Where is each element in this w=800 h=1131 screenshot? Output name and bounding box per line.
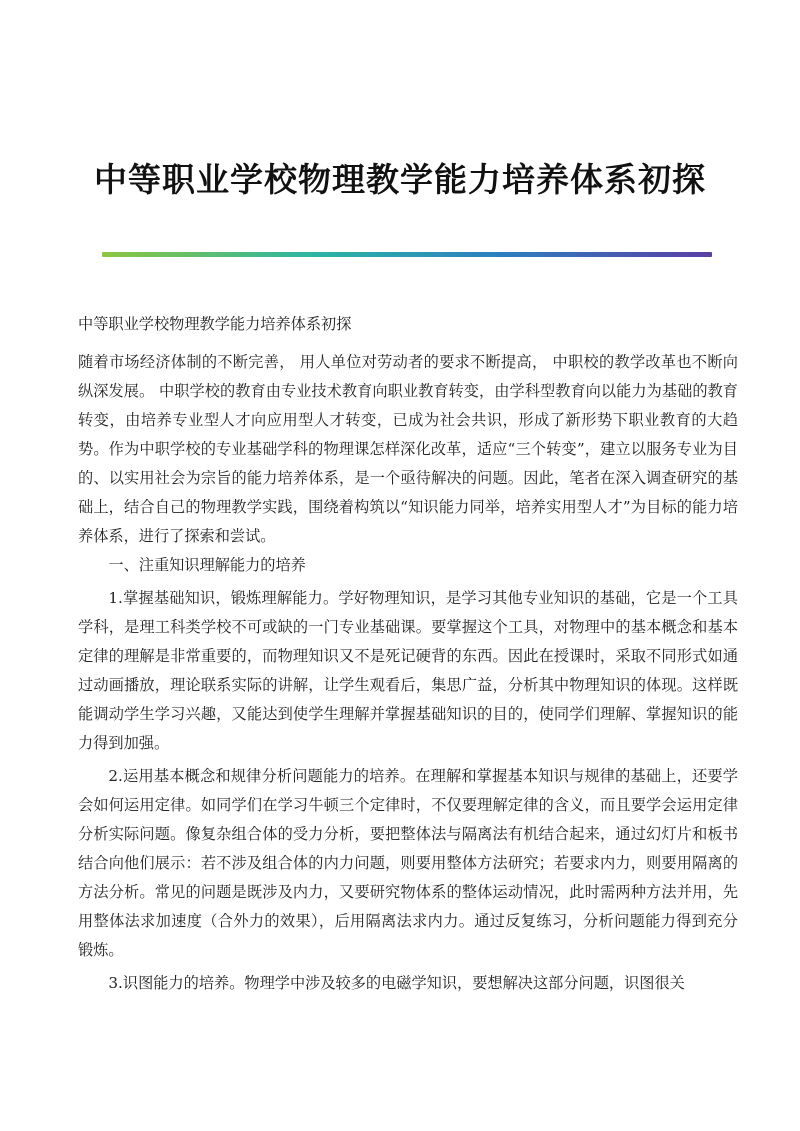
section-heading: 一、注重知识理解能力的培养: [108, 556, 306, 574]
intro-paragraph: 随着市场经济体制的不断完善， 用人单位对劳动者的要求不断提高， 中职校的教学改革也不断向纵深发展。 中职学校的教育由专业技术教育向职业教育转变，由学科型教育向以能力为基础的教育转变，由培养专业型人才向应用型人才转变，已成为社会共识，形成了新形势下职业教育的大趋势。作为中职学校的专业基础学科的物理课怎样深化改革，适应“三个转变”，建立以服务专业为目的、以实用社会为宗旨的能力培养体系，是一个亟待解决的问题。因此，笔者在深入调查研究的基础上，结合自己的物理教学实践，围绕着构筑以“知识能力同举，培养实用型人才”为目标的能力培养体系，进行了探索和尝试。: [78, 353, 738, 545]
document-subtitle: 中等职业学校物理教学能力培养体系初探: [78, 315, 352, 333]
body-paragraph: 2.运用基本概念和规律分析问题能力的培养。在理解和掌握基本知识与规律的基础上，还要学会如何运用定律。如同学们在学习牛顿三个定律时，不仅要理解定律的含义，而且要学会运用定律分析实际问题。像复杂组合体的受力分析，要把整体法与隔离法有机结合起来，通过幻灯片和板书结合向他们展示：若不涉及组合体的内力问题，则要用整体方法研究；若要求内力，则要用隔离的方法分析。常见的问题是既涉及内力，又要研究物体系的整体运动情况，此时需两种方法并用，先用整体法求加速度（合外力的效果），后用隔离法求内力。通过反复练习，分析问题能力得到充分锻炼。: [78, 767, 738, 959]
body-paragraph: 1.掌握基础知识，锻炼理解能力。学好物理知识，是学习其他专业知识的基础，它是一个工具学科，是理工科类学校不可或缺的一门专业基础课。要掌握这个工具，对物理中的基本概念和基本定律的理解是非常重要的，而物理知识又不是死记硬背的东西。因此在授课时，采取不同形式如通过动画播放，理论联系实际的讲解，让学生观看后，集思广益，分析其中物理知识的体现。这样既能调动学生学习兴趣，又能达到使学生理解并掌握基础知识的目的，使同学们理解、掌握知识的能力得到加强。: [78, 589, 738, 752]
body-paragraph: 3.识图能力的培养。物理学中涉及较多的电磁学知识，要想解决这部分问题，识图很关: [108, 974, 685, 992]
document-title: 中等职业学校物理教学能力培养体系初探: [94, 160, 706, 199]
title-divider: [102, 252, 712, 257]
document-body: [78, 310, 738, 998]
